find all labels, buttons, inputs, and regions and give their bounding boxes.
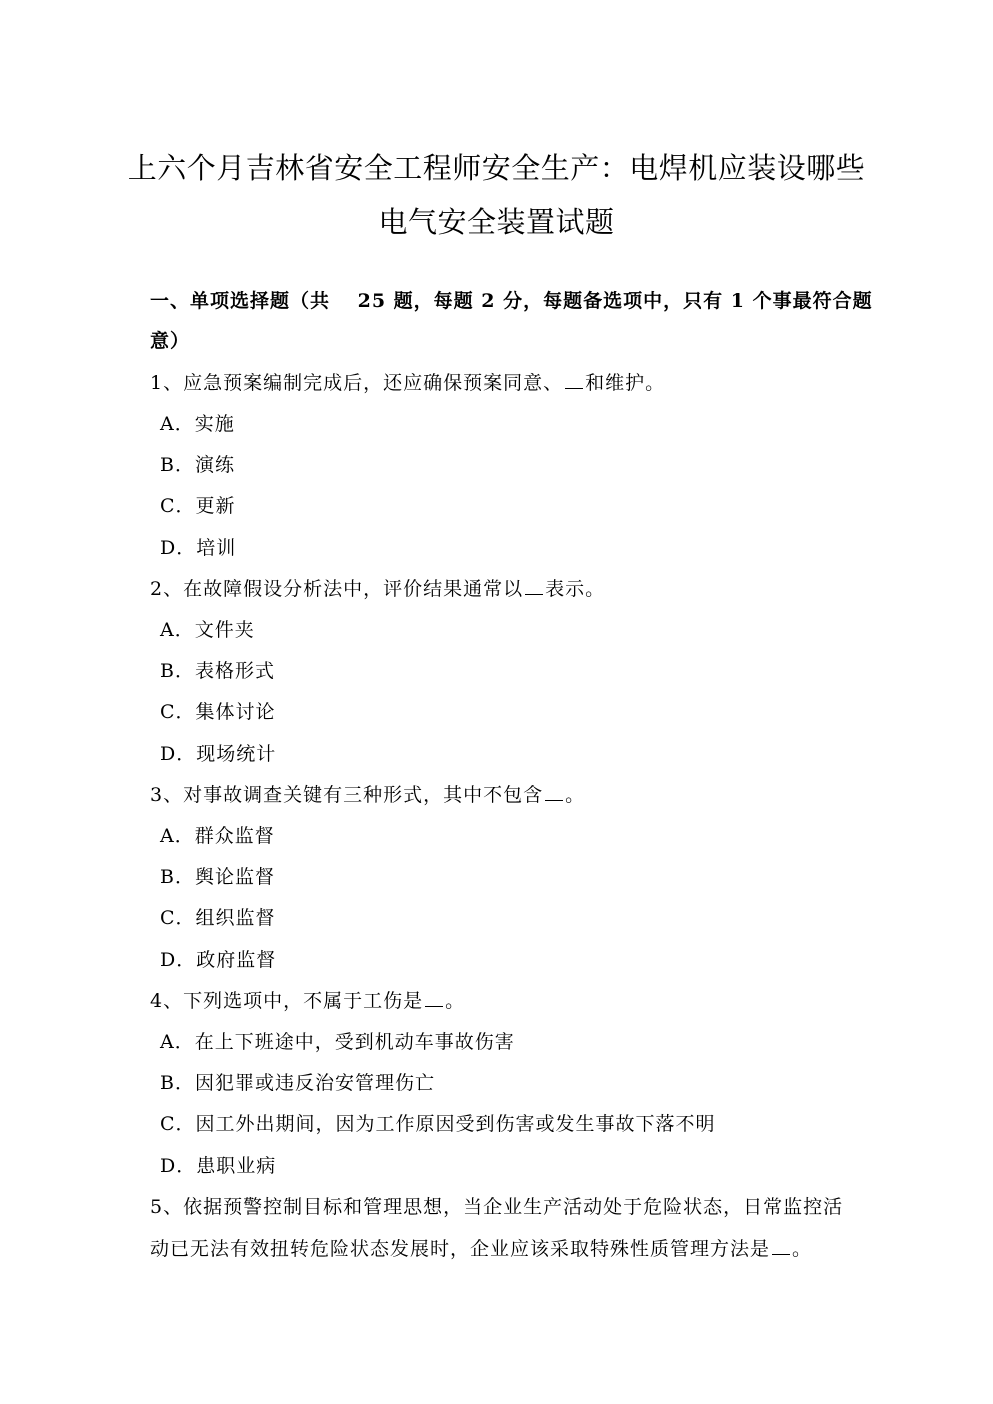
answer-blank <box>525 580 543 595</box>
question-3-option-b: B．舆论监督 <box>160 866 275 888</box>
question-1-option-b: B．演练 <box>160 454 235 476</box>
question-4-option-a: A．在上下班途中，受到机动车事故伤害 <box>160 1031 515 1053</box>
question-1-text: 1、应急预案编制完成后，还应确保预案同意、 <box>150 372 564 394</box>
question-1-text-end: 和维护。 <box>585 372 666 394</box>
question-2-stem <box>150 574 605 601</box>
question-2-text-end: 表示。 <box>545 578 606 600</box>
question-2-text: 2、在故障假设分析法中，评价结果通常以 <box>150 578 524 600</box>
question-3-text: 3、对事故调查关键有三种形式，其中不包含 <box>150 784 544 806</box>
question-3-stem <box>150 780 585 807</box>
question-1-option-d: D．培训 <box>160 537 237 559</box>
document-title-line-1: 上六个月吉林省安全工程师安全生产：电焊机应装设哪些 <box>127 151 866 185</box>
question-5-text: 动已无法有效扭转危险状态发展时，企业应该采取特殊性质管理方法是 <box>150 1238 771 1260</box>
question-1-option-a: A．实施 <box>160 413 235 435</box>
question-3-option-c: C．组织监督 <box>160 907 276 929</box>
document-title-line-2: 电气安全装置试题 <box>378 205 615 239</box>
question-4-option-d: D．患职业病 <box>160 1155 277 1177</box>
question-1-option-c: C．更新 <box>160 495 236 517</box>
question-4-text-end: 。 <box>445 990 466 1012</box>
question-5-text-end: 。 <box>792 1238 813 1260</box>
question-2-option-b: B．表格形式 <box>160 660 275 682</box>
section-heading-continued: 意） <box>150 330 191 352</box>
question-1-stem <box>150 368 665 395</box>
question-2-option-a: A．文件夹 <box>160 619 255 641</box>
answer-blank <box>545 786 563 801</box>
question-4-option-b: B．因犯罪或违反治安管理伤亡 <box>160 1072 435 1094</box>
question-4-stem <box>150 986 465 1013</box>
question-3-option-a: A．群众监督 <box>160 825 275 847</box>
answer-blank <box>425 992 443 1007</box>
question-4-option-c: C．因工外出期间，因为工作原因受到伤害或发生事故下落不明 <box>160 1113 716 1135</box>
question-5-stem: 5、依据预警控制目标和管理思想，当企业生产活动处于危险状态，日常监控活 <box>150 1196 844 1218</box>
question-2-option-d: D．现场统计 <box>160 743 277 765</box>
answer-blank <box>772 1240 790 1255</box>
question-3-text-end: 。 <box>565 784 586 806</box>
question-5-stem-continued <box>150 1234 812 1261</box>
question-4-text: 4、下列选项中，不属于工伤是 <box>150 990 424 1012</box>
answer-blank <box>565 374 583 389</box>
question-3-option-d: D．政府监督 <box>160 949 277 971</box>
section-heading: 一、单项选择题（共 25 题，每题 2 分，每题备选项中，只有 1 个事最符合题 <box>150 290 873 312</box>
question-2-option-c: C．集体讨论 <box>160 701 276 723</box>
